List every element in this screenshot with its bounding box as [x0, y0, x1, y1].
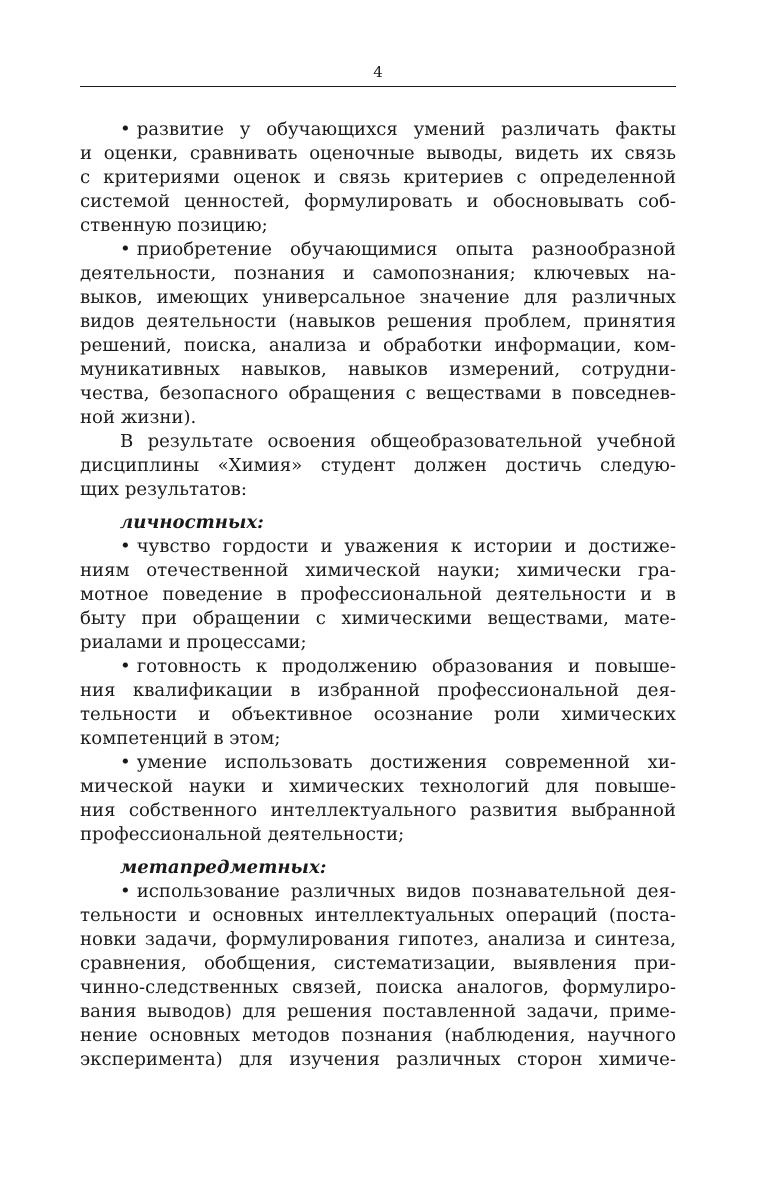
page-body — [80, 118, 676, 1072]
bullet-icon: • — [120, 239, 131, 260]
text-line: с критериями оценок и связь критериев с определенной — [80, 167, 676, 188]
text-line: выков, имеющих универсальное значение для различных — [80, 287, 676, 308]
text-line: профессиональной деятельности; — [80, 824, 405, 845]
text-line: риалами и процессами; — [80, 632, 307, 653]
section-heading: личностных: — [120, 512, 264, 533]
text-line: ния квалификации в избранной профессиональной дея- — [80, 680, 676, 701]
text-line: нение основных методов познания (наблюдения, научного — [80, 1025, 676, 1046]
text-line: компетенций в этом; — [80, 728, 281, 749]
text-line: ственную позицию; — [80, 215, 268, 236]
text-line: системой ценностей, формулировать и обосновывать соб- — [80, 191, 676, 212]
text-line: • готовность к продолжению образования и повыше- — [120, 656, 676, 677]
text-line: и оценки, сравнивать оценочные выводы, видеть их связь — [80, 143, 676, 164]
text-line: муникативных навыков, навыков измерений, сотрудни- — [80, 359, 676, 380]
text-line: • умение использовать достижения современной хи- — [120, 752, 676, 773]
bullet-icon: • — [120, 656, 131, 677]
text-line: сравнения, обобщения, систематизации, выявления при- — [80, 953, 676, 974]
bullet-paragraph — [80, 238, 676, 430]
spacer — [80, 502, 676, 511]
header-rule — [80, 86, 676, 87]
text-line: эксперимента) для изучения различных сторон химиче- — [80, 1049, 676, 1070]
bullet-icon: • — [120, 536, 131, 557]
text-line: мической науки и химических технологий для повыше- — [80, 776, 676, 797]
text-line: • использование различных видов познавательной дея- — [120, 881, 676, 902]
text-line: ной жизни). — [80, 407, 197, 428]
text-line: деятельности, познания и самопознания; ключевых на- — [80, 263, 676, 284]
text-line: мотное поведение в профессиональной деятельности и в — [80, 584, 676, 605]
text-line: ния собственного интеллектуального развития выбранной — [80, 800, 676, 821]
text-line: • развитие у обучающихся умений различать факты — [120, 119, 676, 140]
bullet-icon: • — [120, 881, 131, 902]
bullet-paragraph — [80, 751, 676, 847]
spacer — [80, 847, 676, 856]
text-line: чества, безопасного обращения с веществами в повседнев- — [80, 383, 676, 404]
text-line: щих результатов: — [80, 479, 247, 500]
text-line: ниям отечественной химической науки; химически гра- — [80, 560, 676, 581]
text-line: вания выводов) для решения поставленной задачи, приме- — [80, 1001, 676, 1022]
text-line: • приобретение обучающимися опыта разнообразной — [120, 239, 676, 260]
bullet-paragraph — [80, 118, 676, 238]
bullet-icon: • — [120, 752, 131, 773]
bullet-paragraph — [80, 535, 676, 655]
text-line: тельности и объективное осознание роли химических — [80, 704, 676, 725]
bullet-paragraph — [80, 880, 676, 1072]
text-line: дисциплины «Химия» студент должен достичь следую- — [80, 455, 676, 476]
text-line: видов деятельности (навыков решения проблем, принятия — [80, 311, 676, 332]
text-line: быту при обращении с химическими веществами, мате- — [80, 608, 676, 629]
page-number: 4 — [373, 63, 383, 81]
bullet-paragraph — [80, 655, 676, 751]
text-line: • чувство гордости и уважения к истории и достиже- — [120, 536, 676, 557]
text-line: В результате освоения общеобразовательной учебной — [120, 431, 676, 452]
text-line: решений, поиска, анализа и обработки информации, ком- — [80, 335, 676, 356]
text-line: новки задачи, формулирования гипотез, анализа и синтеза, — [80, 929, 676, 950]
text-line: тельности и основных интеллектуальных операций (поста- — [80, 905, 676, 926]
section-heading: метапредметных: — [120, 857, 327, 878]
paragraph — [80, 430, 676, 502]
bullet-icon: • — [120, 119, 131, 140]
text-line: чинно-следственных связей, поиска аналогов, формулиро- — [80, 977, 676, 998]
